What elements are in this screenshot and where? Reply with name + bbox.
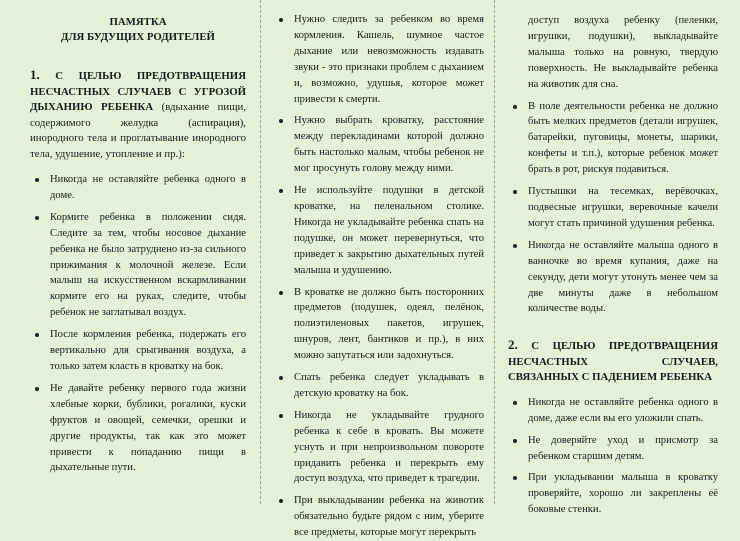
list-item (508, 470, 718, 518)
section-1-list-b (274, 12, 484, 541)
list-item-text: Кормите ребенка в положении сидя. Следите за тем, чтобы носовое дыхание ребенка не было затруднено из-за сильного прижимания к молочной железе. Если малыш на искусственном вскармливании кормите его на руках, следите, чтобы ребенок не заглатывал воздух. (50, 211, 246, 319)
column-3 (508, 0, 718, 516)
bullet-icon (35, 178, 39, 182)
list-item (508, 238, 718, 318)
list-item (274, 408, 484, 488)
list-item-text: При укладывании малыша в кроватку проверяйте, хорошо ли закреплены её боковые стенки. (528, 472, 718, 516)
list-item (274, 113, 484, 177)
title-line-1: ПАМЯТКА (109, 16, 167, 28)
list-item-text: Пустышки на тесемках, верёвочках, подвесные игрушки, веревочные качели могут стать причиной удушения ребенка. (528, 186, 718, 229)
list-item-text: После кормления ребенка, подержать его вертикально для срыгивания воздуха, а только затем класть в кроватку на бок. (50, 329, 246, 372)
bullet-icon (279, 376, 283, 380)
section-1-number: 1. (30, 67, 40, 82)
column-divider (494, 0, 496, 504)
list-item-text: Не используйте подушки в детской кроватке, на пеленальном столике. Никогда не укладывайте ребенка спать на подушке, он может перевернуться, что приведет к закрытию дыхательных путей малыша и удушению. (294, 185, 484, 276)
list-item-text: Никогда не оставляйте малыша одного в ванночке во время купания, даже на секунду, дети могут утонуть менее чем за две минуты даже в небольшом количестве воды. (528, 239, 718, 315)
list-item (508, 184, 718, 232)
bullet-icon (513, 439, 517, 443)
list-item (274, 370, 484, 402)
list-item (274, 183, 484, 278)
section-1-title: С ЦЕЛЬЮ ПРЕДОТВРАЩЕНИЯ НЕСЧАСТНЫХ СЛУЧАЕВ С УГРОЗОЙ ДЫХАНИЮ РЕБЕНКА (30, 70, 246, 113)
section-2-heading (508, 337, 718, 386)
bullet-icon (35, 216, 39, 220)
column-2 (274, 0, 484, 539)
list-item-text: Нужно следить за ребенком во время кормления. Кашель, шумное частое дыхание или невозможность издавать звуки - это признаки проблем с дыханием и, возможно, удушья, которое может привести к смерти. (294, 14, 484, 105)
list-item-text: Спать ребенка следует укладывать в детскую кроватку на бок. (294, 372, 484, 399)
list-item (508, 395, 718, 427)
list-item-text: Никогда не оставляйте ребенка одного в доме. (50, 174, 246, 201)
bullet-icon (279, 291, 283, 295)
bullet-icon (513, 190, 517, 194)
section-1-heading (30, 67, 246, 162)
list-item-text: При выкладывании ребенка на животик обязательно будьте рядом с ним, уберите все предметы, которые могут перекрыть (294, 495, 484, 539)
list-item (274, 493, 484, 541)
list-item (30, 210, 246, 321)
bullet-icon (279, 18, 283, 22)
list-item (30, 172, 246, 204)
bullet-icon (513, 476, 517, 480)
list-item (274, 285, 484, 365)
bullet-icon (35, 333, 39, 337)
page-title (30, 15, 246, 45)
list-item-text: Никогда не укладывайте грудного ребенка к себе в кровать. Вы можете уснуть и при непроизвольном повороте придавить ребенка и перекрыть ему доступ воздуха, что приведет к трагедии. (294, 409, 484, 485)
bullet-icon (35, 387, 39, 391)
list-item-text: Никогда не оставляйте ребенка одного в доме, даже если вы его уложили спать. (528, 396, 718, 424)
section-1-note: (вдыхание пищи, содержимого желудка (аспирация), инородного тела и проглатывание инородного тела, удушение, утопление и пр.): (30, 101, 246, 160)
list-item (508, 433, 718, 465)
list-item (274, 12, 484, 107)
list-item-text: В кроватке не должно быть посторонних предметов (подушек, одеял, пелёнок, полиэтиленовых пакетов, игрушек, шнуров, лент, бантиков и пр.), в них можно запутаться или задохнуться. (294, 286, 484, 362)
list-item (30, 327, 246, 375)
title-line-2: ДЛЯ БУДУЩИХ РОДИТЕЛЕЙ (61, 31, 215, 43)
list-item-text: Не доверяйте уход и присмотр за ребенком старшим детям. (528, 434, 718, 462)
bullet-icon (279, 119, 283, 123)
column-divider (260, 0, 262, 504)
bullet-icon (513, 401, 517, 405)
section-2-list (508, 395, 718, 518)
section-2-number: 2. (508, 337, 518, 353)
section-1-list-c (508, 99, 718, 318)
bullet-icon (279, 414, 283, 418)
list-item-text: В поле деятельности ребенка не должно быть мелких предметов (детали игрушек, батарейки, пуговицы, монеты, шарики, конфеты и т.п.), которые ребенок может брать в рот, рискуя подавиться. (528, 100, 718, 176)
column-1 (30, 0, 246, 504)
list-item-text: Не давайте ребенку первого года жизни хлебные корки, бублики, рогалики, куски фруктов и овощей, семечки, орешки и другие продукты, так как это может привести к попаданию пищи в дыхательные пути. (50, 382, 246, 474)
continued-text: доступ воздуха ребенку (пеленки, игрушки, подушки), выкладывайте малыша только на ровную, твердую поверхность. Не выкладывайте ребенка на животик для сна. (528, 15, 718, 90)
bullet-icon (279, 189, 283, 193)
list-item-text: Нужно выбрать кроватку, расстояние между перекладинами которой должно быть настолько малым, чтобы ребенок не мог просунуть голову между ними. (294, 115, 484, 175)
section-2-title: С ЦЕЛЬЮ ПРЕДОТВРАЩЕНИЯ НЕСЧАСТНЫХ СЛУЧАЕВ, СВЯЗАННЫХ С ПАДЕНИЕМ РЕБЕНКА (508, 340, 718, 384)
bullet-icon (279, 499, 283, 503)
bullet-icon (513, 244, 517, 248)
list-item (508, 99, 718, 179)
bullet-icon (513, 105, 517, 109)
list-item (30, 381, 246, 476)
section-1-list-a (30, 172, 246, 476)
